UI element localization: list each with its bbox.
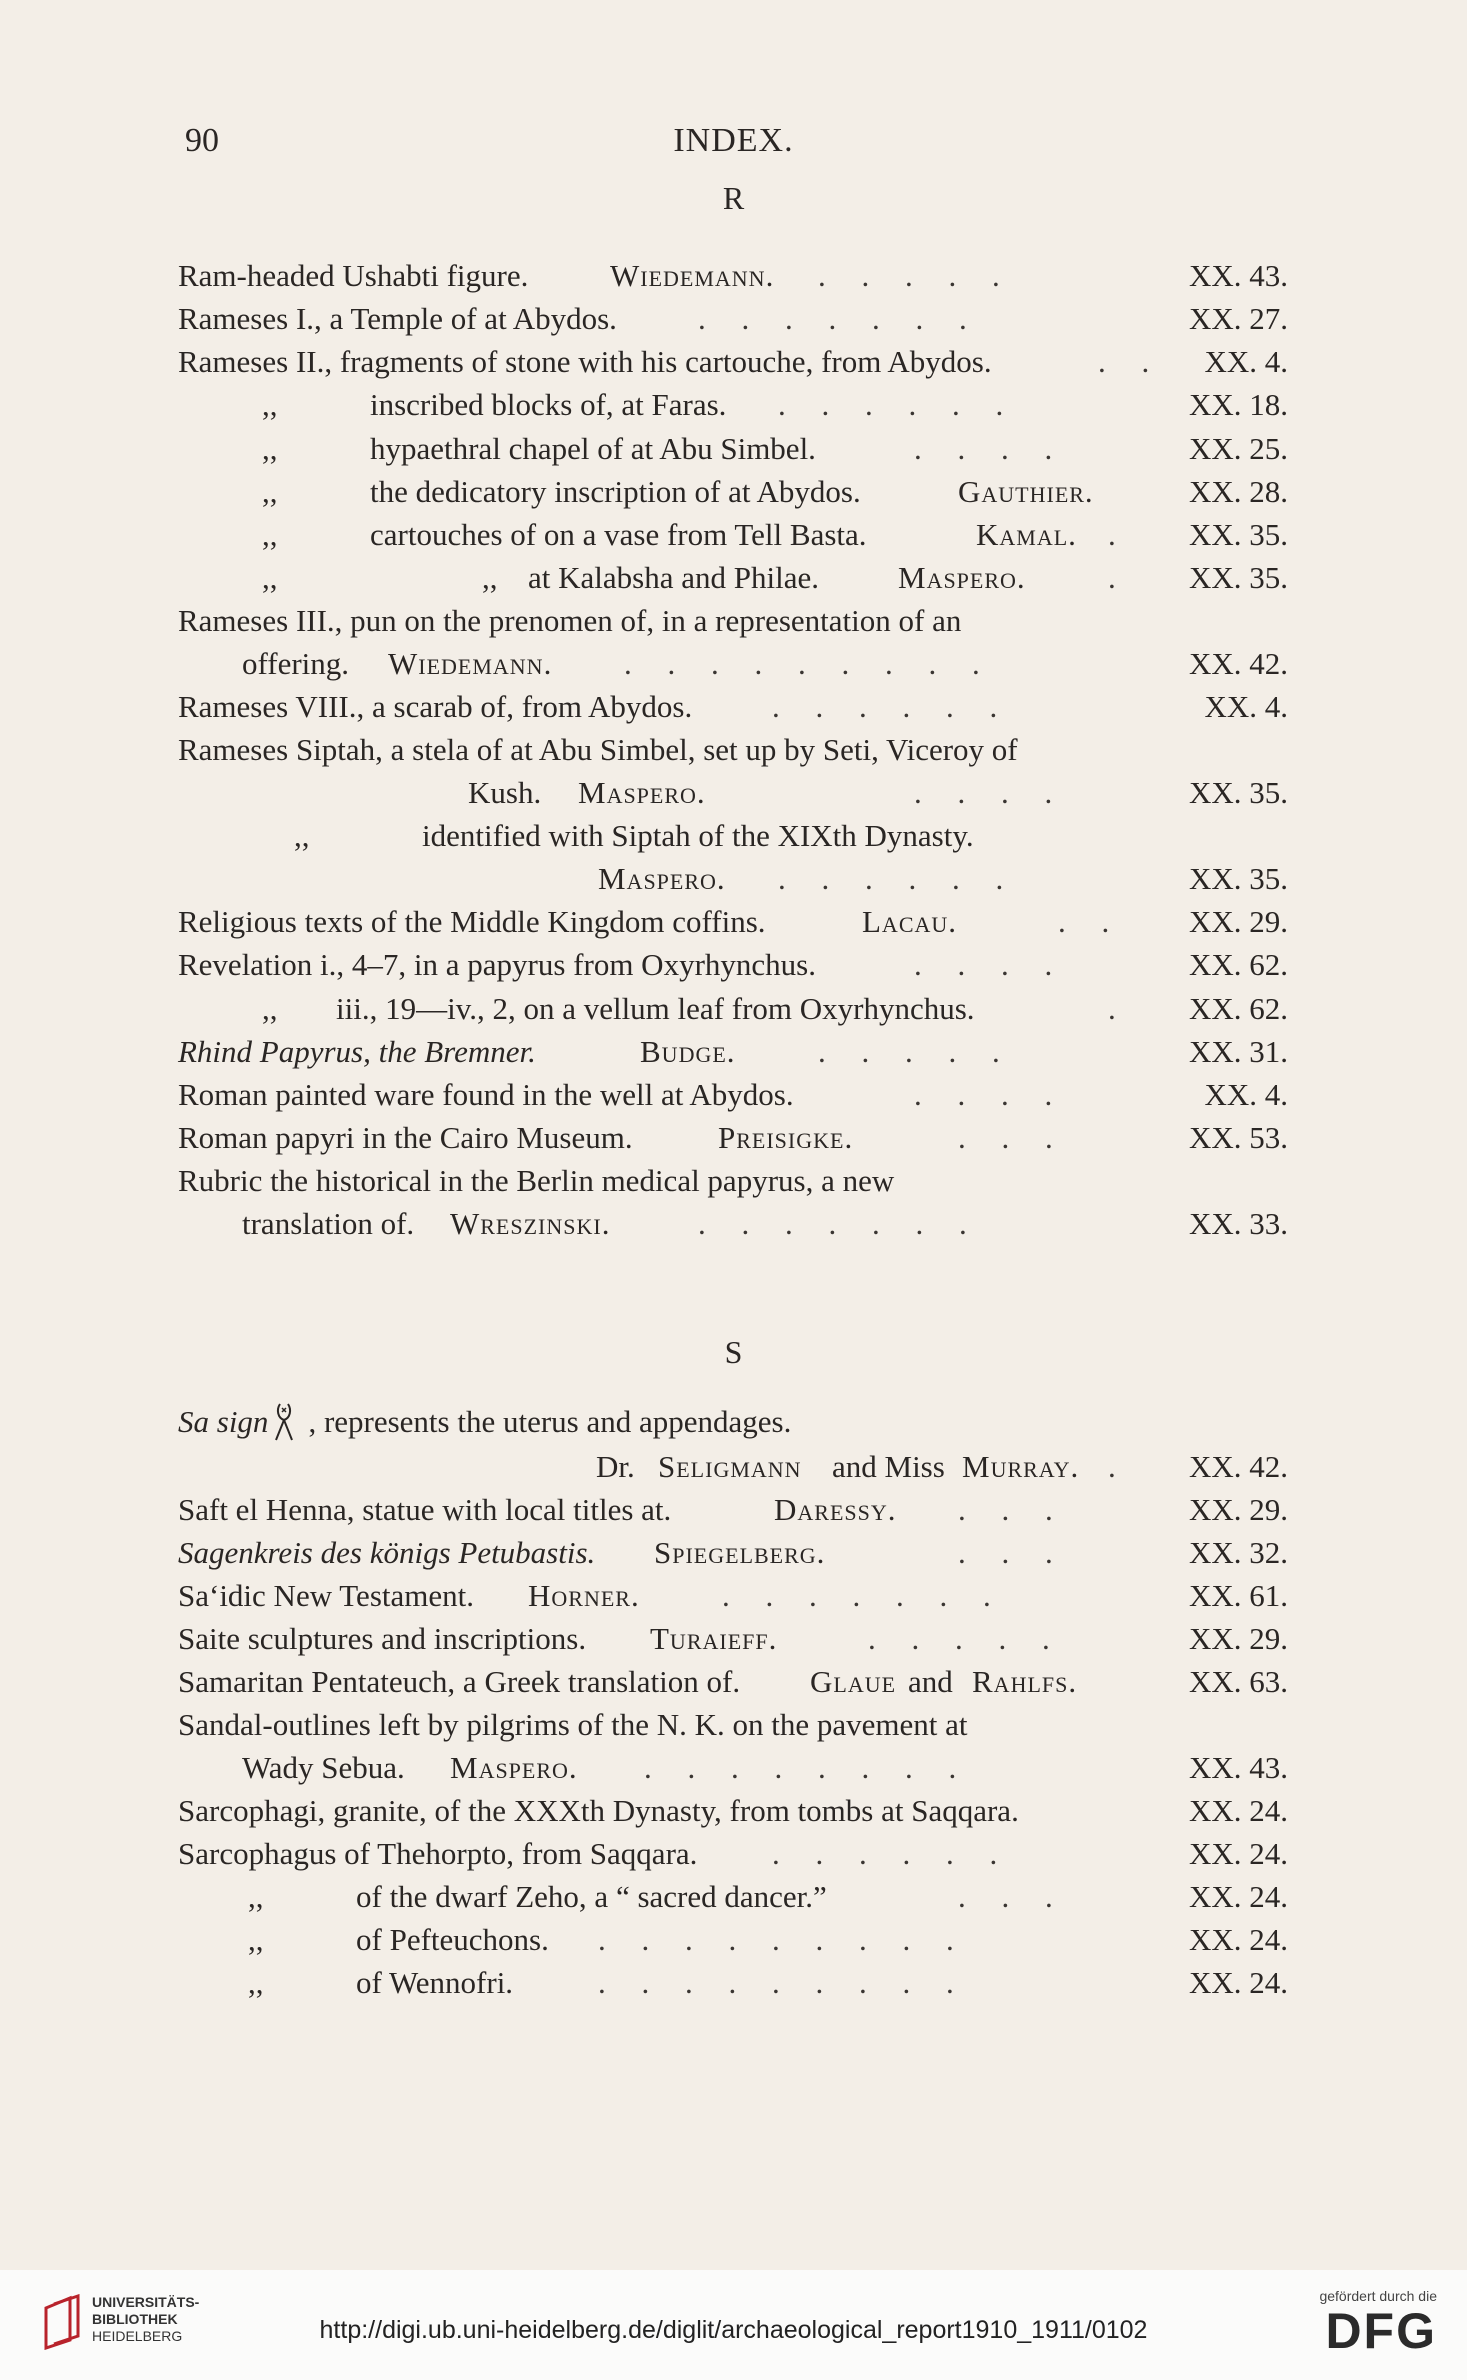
index-entry <box>178 1832 1288 1876</box>
ditto-mark: ,, <box>482 560 498 595</box>
page-number: 90 <box>185 122 219 159</box>
entry-author: Preisigke. <box>718 1120 854 1155</box>
entry-reference: XX. 24. <box>1188 1965 1288 2000</box>
entry-author: Kamal. <box>976 517 1077 552</box>
funder-name: DFG <box>1325 2303 1437 2359</box>
entry-text: Revelation i., 4–7, in a papyrus from Oxyrhynchus. <box>178 947 816 982</box>
index-entry <box>178 340 1288 384</box>
entry-reference: XX. 29. <box>1188 1621 1288 1656</box>
index-entry <box>178 1445 1288 1489</box>
index-entry <box>178 1159 1288 1203</box>
index-entry <box>178 599 1288 643</box>
entry-text: offering. <box>242 646 350 681</box>
entry-text <box>178 1400 791 1444</box>
entry-text: Sarcophagi, granite, of the XXXth Dynasty, from tombs at Saqqara. <box>178 1793 1019 1828</box>
funder-logo <box>1247 2288 1437 2358</box>
entry-text: translation of. <box>242 1206 415 1241</box>
entry-text: Rhind Papyrus, the Bremner. <box>178 1034 536 1069</box>
entry-author: Maspero. <box>450 1750 578 1785</box>
entry-reference: XX. 35. <box>1188 560 1288 595</box>
ditto-mark: ,, <box>248 1965 264 2000</box>
leader-dots: . . . . . <box>868 1621 1064 1656</box>
ditto-mark: ,, <box>262 517 278 552</box>
leader-dots: . . . . . . . . <box>644 1750 971 1785</box>
leader-dots: . . . <box>958 1535 1067 1570</box>
uterus-hieroglyph-icon <box>268 1400 308 1444</box>
leader-dots: . . <box>1058 904 1124 939</box>
index-entry <box>178 1574 1288 1618</box>
index-entry <box>178 1746 1288 1790</box>
entry-reference: XX. 24. <box>1188 1836 1288 1871</box>
index-entry <box>178 771 1288 815</box>
ditto-mark: ,, <box>248 1879 264 1914</box>
ditto-mark: ,, <box>262 474 278 509</box>
leader-dots: . <box>1108 991 1130 1026</box>
page-header <box>0 122 1467 172</box>
entry-reference: XX. 35. <box>1188 775 1288 810</box>
entry-reference: XX. 24. <box>1188 1793 1288 1828</box>
entry-reference: XX. 42. <box>1188 1449 1288 1484</box>
entry-text: Saft el Henna, statue with local titles at. <box>178 1492 672 1527</box>
entry-text: Ram-headed Ushabti figure. <box>178 258 529 293</box>
entry-reference: XX. 43. <box>1188 258 1288 293</box>
index-entry <box>178 1488 1288 1532</box>
entry-text: Rameses II., fragments of stone with his cartouche, from Abydos. <box>178 344 992 379</box>
page-title: INDEX. <box>673 122 794 159</box>
section-letter-r: R <box>722 180 745 216</box>
entry-text: Rameses VIII., a scarab of, from Abydos. <box>178 689 693 724</box>
entry-text: Sagenkreis des königs Petubastis. <box>178 1535 596 1570</box>
index-entry <box>178 1202 1288 1246</box>
entry-author: Seligmann <box>658 1449 802 1484</box>
index-entry <box>178 857 1288 901</box>
entry-reference: XX. 24. <box>1188 1879 1288 1914</box>
entry-text: Samaritan Pentateuch, a Greek translation of. <box>178 1664 741 1699</box>
leader-dots: . . . . <box>914 431 1067 466</box>
entry-author: Maspero. <box>898 560 1026 595</box>
entry-author: Horner. <box>528 1578 640 1613</box>
index-entry <box>178 513 1288 557</box>
library-name: UNIVERSITÄTS- BIBLIOTHEK HEIDELBERG <box>92 2294 200 2344</box>
leader-dots: . . . . <box>914 775 1067 810</box>
entry-text: and <box>908 1664 953 1699</box>
entry-text: hypaethral chapel of at Abu Simbel. <box>370 431 816 466</box>
permalink-url[interactable]: http://digi.ub.uni-heidelberg.de/diglit/archaeological_report1910_1911/0102 <box>319 2316 1148 2344</box>
leader-dots: . . <box>1098 344 1164 379</box>
index-entry <box>178 470 1288 514</box>
entry-text: Rubric the historical in the Berlin medical papyrus, a new <box>178 1163 895 1198</box>
entry-reference: XX. 42. <box>1188 646 1288 681</box>
entry-reference: XX. 29. <box>1188 1492 1288 1527</box>
index-entry <box>178 556 1288 600</box>
leader-dots: . . . . . . . . . <box>624 646 994 681</box>
entry-reference: XX. 35. <box>1188 517 1288 552</box>
entry-text: of Pefteuchons. <box>356 1922 549 1957</box>
leader-dots: . . . . <box>914 1077 1067 1112</box>
entry-author: Maspero. <box>578 775 706 810</box>
entry-author: Wiedemann. <box>388 646 553 681</box>
leader-dots: . <box>1108 560 1130 595</box>
entry-reference: XX. 29. <box>1188 904 1288 939</box>
index-entry <box>178 1073 1288 1117</box>
index-entry <box>178 1030 1288 1074</box>
entry-author: Wiedemann. <box>610 258 775 293</box>
leader-dots: . . . <box>958 1492 1067 1527</box>
index-entry <box>178 943 1288 987</box>
entry-author: Daressy. <box>774 1492 897 1527</box>
leader-dots: . . . . . . . <box>698 1206 981 1241</box>
entry-reference: XX. 62. <box>1188 947 1288 982</box>
viewer-footer <box>0 2270 1467 2380</box>
entry-text: Roman papyri in the Cairo Museum. <box>178 1120 633 1155</box>
entry-text: the dedicatory inscription of at Abydos. <box>370 474 861 509</box>
index-entry <box>178 1789 1288 1833</box>
entry-text-italic: Sa sign <box>178 1404 269 1439</box>
entry-author: Glaue <box>810 1664 897 1699</box>
entry-text: Dr. <box>596 1449 635 1484</box>
entry-text: identified with Siptah of the XIXth Dynasty. <box>422 818 974 853</box>
entry-author: Lacau. <box>862 904 958 939</box>
entry-reference: XX. 4. <box>1204 689 1288 724</box>
entry-reference: XX. 24. <box>1188 1922 1288 1957</box>
leader-dots: . . . . . . . . . <box>598 1922 968 1957</box>
entry-reference: XX. 28. <box>1188 474 1288 509</box>
entry-text: Sandal-outlines left by pilgrims of the N. K. on the pavement at <box>178 1707 968 1742</box>
leader-dots: . . . . . <box>818 1034 1014 1069</box>
entry-reference: XX. 35. <box>1188 861 1288 896</box>
index-entry <box>178 1660 1288 1704</box>
entry-reference: XX. 33. <box>1188 1206 1288 1241</box>
entry-author: Wreszinski. <box>450 1206 611 1241</box>
entry-text-cont: , represents the uterus and appendages. <box>308 1404 792 1439</box>
index-entry <box>178 1531 1288 1575</box>
entry-author: Maspero. <box>598 861 726 896</box>
index-entry <box>178 728 1288 772</box>
entry-reference: XX. 31. <box>1188 1034 1288 1069</box>
ditto-mark: ,, <box>248 1922 264 1957</box>
entry-text: of the dwarf Zeho, a “ sacred dancer.” <box>356 1879 827 1914</box>
leader-dots: . . . . . <box>818 258 1014 293</box>
ditto-mark: ,, <box>262 560 278 595</box>
leader-dots: . <box>1108 517 1130 552</box>
index-entry <box>178 1116 1288 1160</box>
entry-author: Spiegelberg. <box>654 1535 826 1570</box>
ditto-mark: ,, <box>262 991 278 1026</box>
entry-reference: XX. 4. <box>1204 1077 1288 1112</box>
leader-dots: . . . . . . . . . <box>598 1965 968 2000</box>
leader-dots: . . . <box>958 1879 1067 1914</box>
entry-reference: XX. 43. <box>1188 1750 1288 1785</box>
index-entry <box>178 1617 1288 1661</box>
entry-text: cartouches of on a vase from Tell Basta. <box>370 517 867 552</box>
entry-text: Saite sculptures and inscriptions. <box>178 1621 587 1656</box>
index-entry <box>178 1400 1288 1444</box>
entry-text: Roman painted ware found in the well at Abydos. <box>178 1077 794 1112</box>
entry-text: Wady Sebua. <box>242 1750 405 1785</box>
ditto-mark: ,, <box>294 818 310 853</box>
entry-reference: XX. 18. <box>1188 387 1288 422</box>
leader-dots: . . . . . . <box>778 387 1018 422</box>
entry-reference: XX. 61. <box>1188 1578 1288 1613</box>
entry-text: Sa‘idic New Testament. <box>178 1578 474 1613</box>
entry-reference: XX. 63. <box>1188 1664 1288 1699</box>
entry-author: Budge. <box>640 1034 736 1069</box>
index-entry <box>178 1961 1288 2005</box>
funder-note: gefördert durch die <box>1319 2288 1437 2304</box>
entry-author: Rahlfs. <box>972 1664 1078 1699</box>
entry-text: Rameses Siptah, a stela of at Abu Simbel, set up by Seti, Viceroy of <box>178 732 1018 767</box>
entry-text: Kush. <box>468 775 542 810</box>
index-entry <box>178 987 1288 1031</box>
entry-text: Rameses III., pun on the prenomen of, in a representation of an <box>178 603 962 638</box>
entry-author: Turaieff. <box>650 1621 778 1656</box>
section-letter-s: S <box>724 1334 743 1370</box>
index-entry <box>178 1703 1288 1747</box>
index-entry <box>178 642 1288 686</box>
index-entry <box>178 427 1288 471</box>
index-entry <box>178 685 1288 729</box>
entry-reference: XX. 62. <box>1188 991 1288 1026</box>
leader-dots: . <box>1108 1449 1130 1484</box>
entry-text: of Wennofri. <box>356 1965 514 2000</box>
leader-dots: . . . . . . <box>772 689 1012 724</box>
index-entry <box>178 254 1288 298</box>
entry-text: Sarcophagus of Thehorpto, from Saqqara. <box>178 1836 698 1871</box>
index-entry <box>178 1875 1288 1919</box>
leader-dots: . . . . . . . <box>698 301 981 336</box>
entry-reference: XX. 4. <box>1204 344 1288 379</box>
entry-reference: XX. 32. <box>1188 1535 1288 1570</box>
leader-dots: . . . . . . <box>778 861 1018 896</box>
ditto-mark: ,, <box>262 387 278 422</box>
ditto-mark: ,, <box>262 431 278 466</box>
index-entry <box>178 297 1288 341</box>
entry-author: Murray. <box>962 1449 1080 1484</box>
entry-reference: XX. 53. <box>1188 1120 1288 1155</box>
leader-dots: . . . . . . . <box>722 1578 1005 1613</box>
entry-text: Rameses I., a Temple of at Abydos. <box>178 301 617 336</box>
leader-dots: . . . <box>958 1120 1067 1155</box>
entry-text: inscribed blocks of, at Faras. <box>370 387 727 422</box>
index-entry <box>178 814 1288 858</box>
index-entry <box>178 900 1288 944</box>
entry-reference: XX. 27. <box>1188 301 1288 336</box>
index-entry <box>178 1918 1288 1962</box>
leader-dots: . . . . . . <box>772 1836 1012 1871</box>
leader-dots: . . . . <box>914 947 1067 982</box>
entry-reference: XX. 25. <box>1188 431 1288 466</box>
entry-author: Gauthier. <box>958 474 1094 509</box>
entry-text: iii., 19—iv., 2, on a vellum leaf from Oxyrhynchus. <box>336 991 975 1026</box>
entry-text: and Miss <box>832 1449 945 1484</box>
entry-text: at Kalabsha and Philae. <box>528 560 819 595</box>
index-entry <box>178 383 1288 427</box>
entry-text: Religious texts of the Middle Kingdom coffins. <box>178 904 766 939</box>
